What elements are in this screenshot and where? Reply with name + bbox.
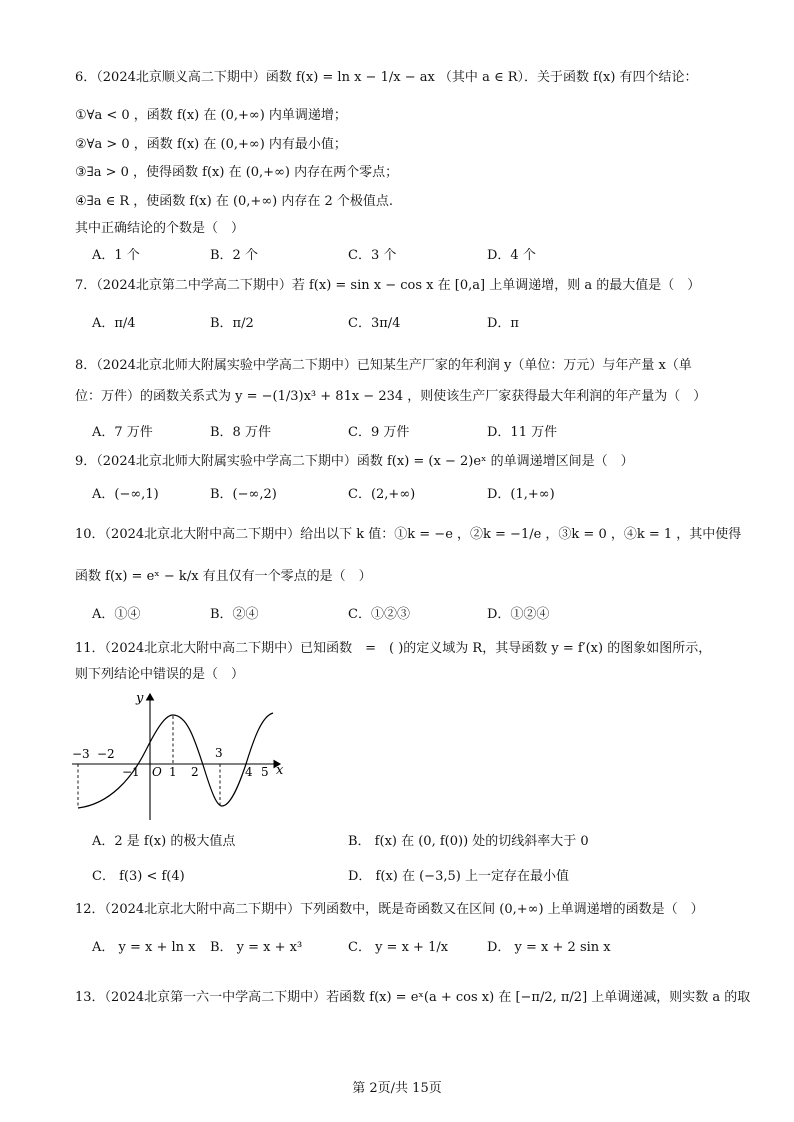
q12-option-a[interactable]: A． y = x + ln x xyxy=(92,940,196,955)
q11-option-c[interactable]: C． f(3) < f(4) xyxy=(92,869,185,884)
tick-label-4: 4 xyxy=(245,765,253,779)
q10-stem-continued: 函数 f(x) = eˣ − k/x 有且仅有一个零点的是（ ） xyxy=(75,569,372,584)
q6-question: 其中正确结论的个数是（ ） xyxy=(75,221,245,236)
q8-option-d[interactable]: D．11 万件 xyxy=(487,425,558,440)
tick-label-2: 2 xyxy=(191,765,199,779)
q10-option-d[interactable]: D．①②④ xyxy=(487,607,550,622)
q8-option-a[interactable]: A．7 万件 xyxy=(92,425,153,440)
q6-option-a[interactable]: A．1 个 xyxy=(92,248,140,263)
q11-option-a[interactable]: A．2 是 f(x) 的极大值点 xyxy=(92,834,236,849)
q7-option-c[interactable]: C．3π/4 xyxy=(348,316,401,331)
q7-option-a[interactable]: A．π/4 xyxy=(92,316,136,331)
q11-stem: 11．（2024北京北大附中高二下期中）已知函数 = ( )的定义域为 R，其导函数 y = f′(x) 的图象如图所示， xyxy=(75,641,712,656)
q10-stem: 10．（2024北京北大附中高二下期中）给出以下 k 值：①k = −e ，②k = −1/e ，③k = 0 ，④k = 1 ，其中使得 xyxy=(75,527,742,542)
tick-label-neg3: −3 xyxy=(72,747,90,761)
q6-statement-1: ①∀a < 0 ，函数 f(x) 在 (0,+∞) 内单调递增； xyxy=(75,108,347,123)
q12-option-b[interactable]: B． y = x + x³ xyxy=(210,940,303,955)
q9-option-a[interactable]: A．(−∞,1) xyxy=(92,487,159,502)
q7-stem: 7．（2024北京第二中学高二下期中）若 f(x) = sin x − cos x 在 [0,a] 上单调递增，则 a 的最大值是（ ） xyxy=(75,278,701,293)
tick-label-1: 1 xyxy=(169,765,177,779)
q8-option-c[interactable]: C．9 万件 xyxy=(348,425,410,440)
q11-stem-continued: 则下列结论中错误的是（ ） xyxy=(75,667,245,682)
q9-option-b[interactable]: B．(−∞,2) xyxy=(210,487,277,502)
q6-option-b[interactable]: B．2 个 xyxy=(210,248,258,263)
q11-option-d[interactable]: D． f(x) 在 (−3,5) 上一定存在最小值 xyxy=(348,869,569,884)
q8-stem-continued: 位：万件）的函数关系式为 y = −(1/3)x³ + 81x − 234 ，则使该生产厂家获得最大年利润的年产量为（ ） xyxy=(75,389,707,404)
q8-option-b[interactable]: B．8 万件 xyxy=(210,425,271,440)
q7-option-b[interactable]: B．π/2 xyxy=(210,316,254,331)
q7-option-d[interactable]: D．π xyxy=(487,316,519,331)
tick-label-5: 5 xyxy=(261,765,269,779)
q6-statement-4: ④∃a ∈ R ，使函数 f(x) 在 (0,+∞) 内存在 2 个极值点. xyxy=(75,194,394,209)
q11-derivative-graph xyxy=(70,688,295,823)
q6-option-d[interactable]: D．4 个 xyxy=(487,248,536,263)
q12-stem: 12．（2024北京北大附中高二下期中）下列函数中，既是奇函数又在区间 (0,+∞) 上单调递增的函数是（ ） xyxy=(75,902,704,917)
q13-stem: 13．（2024北京第一六一中学高二下期中）若函数 f(x) = eˣ(a + cos x) 在 [−π/2, π/2] 上单调递减，则实数 a 的取 xyxy=(75,990,751,1005)
q6-statement-3: ③∃a > 0 ，使得函数 f(x) 在 (0,+∞) 内存在两个零点； xyxy=(75,165,399,180)
origin-label: O xyxy=(152,765,162,779)
q6-option-c[interactable]: C．3 个 xyxy=(348,248,397,263)
q6-stem: 6．（2024北京顺义高二下期中）函数 f(x) = ln x − 1/x − ax （其中 a ∈ R）．关于函数 f(x) 有四个结论： xyxy=(75,70,698,85)
q12-option-c[interactable]: C． y = x + 1/x xyxy=(348,940,449,955)
tick-label-neg1: −1 xyxy=(122,765,140,779)
q10-option-a[interactable]: A．①④ xyxy=(92,607,141,622)
tick-label-neg2: −2 xyxy=(97,747,115,761)
tick-label-3: 3 xyxy=(215,746,223,760)
q9-stem: 9．（2024北京北师大附属实验中学高二下期中）函数 f(x) = (x − 2)eˣ 的单调递增区间是（ ） xyxy=(75,454,634,469)
q12-option-d[interactable]: D． y = x + 2 sin x xyxy=(487,940,611,955)
page-footer: 第 2页/共 15页 xyxy=(352,1081,442,1096)
q10-option-b[interactable]: B．②④ xyxy=(210,607,259,622)
q9-option-c[interactable]: C．(2,+∞) xyxy=(348,487,416,502)
y-axis-label: y xyxy=(136,691,144,706)
x-axis-label: x xyxy=(276,763,284,778)
q6-statement-2: ②∀a > 0 ，函数 f(x) 在 (0,+∞) 内有最小值； xyxy=(75,137,347,152)
q9-option-d[interactable]: D．(1,+∞) xyxy=(487,487,555,502)
q10-option-c[interactable]: C．①②③ xyxy=(348,607,410,622)
q11-option-b[interactable]: B． f(x) 在 (0, f(0)) 处的切线斜率大于 0 xyxy=(348,834,589,849)
q8-stem: 8．（2024北京北师大附属实验中学高二下期中）已知某生产厂家的年利润 y（单位：万元）与年产量 x（单 xyxy=(75,358,692,373)
